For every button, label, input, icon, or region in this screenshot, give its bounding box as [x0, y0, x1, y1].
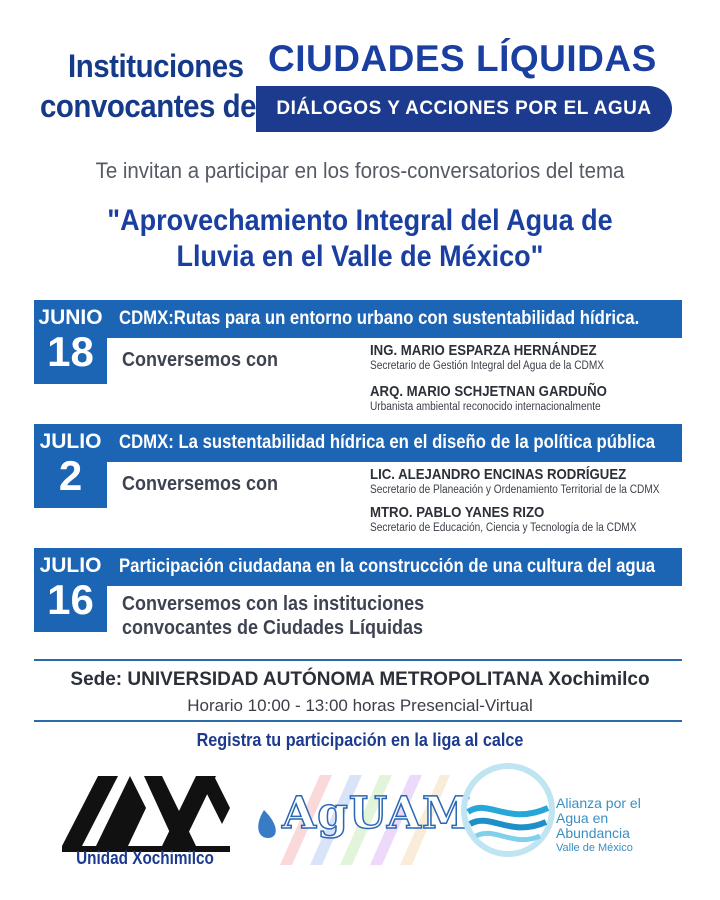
- event-july-2: [34, 424, 682, 536]
- venue-name: UNIVERSIDAD AUTÓNOMA METROPOLITANA Xochimilco: [127, 669, 650, 690]
- venue-hours: Horario 10:00 - 13:00 horas Presencial-Virtual: [187, 696, 533, 715]
- speaker-2: [370, 504, 690, 534]
- event-day: 2: [58, 452, 83, 499]
- event-title-bar: [107, 548, 682, 586]
- event-day: 18: [47, 328, 94, 375]
- event-title: CDMX:Rutas para un entorno urbano con sustentabilidad hídrica.: [119, 308, 640, 329]
- event-month: JUNIO: [38, 306, 103, 329]
- convo-line2: convocantes de Ciudades Líquidas: [122, 617, 424, 639]
- speaker-role: Secretario de Gestión Integral del Agua de la CDMX: [370, 360, 605, 372]
- topic-line1: "Aprovechamiento Integral del Agua de: [107, 204, 613, 237]
- alianza-line3: Abundancia: [556, 825, 630, 841]
- topic-title: [36, 203, 684, 275]
- alianza-line2: Agua en: [556, 810, 609, 826]
- speaker-1: [370, 466, 690, 496]
- speaker-name: ING. MARIO ESPARZA HERNÁNDEZ: [370, 342, 597, 359]
- conversemos-label: Conversemos con: [122, 473, 279, 495]
- conversemos-label: Conversemos con: [122, 349, 279, 371]
- speaker-name: ARQ. MARIO SCHJETNAN GARDUÑO: [370, 383, 607, 400]
- register-text: Registra tu participación en la liga al calce: [196, 730, 524, 750]
- event-day: 16: [47, 576, 94, 623]
- aguam-logo-text: AgUAM: [282, 788, 472, 839]
- event-title-bar: [107, 424, 682, 462]
- convo-line1: Conversemos con las instituciones: [122, 593, 425, 615]
- alianza-line4: Valle de México: [556, 842, 633, 854]
- alianza-line1: Alianza por el: [556, 795, 641, 811]
- invitation-text: Te invitan a participar en los foros-conversatorios del tema: [95, 158, 625, 183]
- speaker-2: [370, 383, 690, 413]
- speaker-name: MTRO. PABLO YANES RIZO: [370, 504, 545, 521]
- event-month: JULIO: [39, 554, 102, 577]
- speaker-role: Secretario de Planeación y Ordenamiento Territorial de la CDMX: [370, 484, 660, 496]
- uam-caption: Unidad Xochimilco: [76, 848, 214, 868]
- event-june-18: [34, 300, 682, 412]
- date-box: [34, 300, 107, 384]
- header: [0, 0, 720, 140]
- event-month: JULIO: [39, 430, 102, 453]
- alianza-text: [556, 796, 641, 856]
- date-box: [34, 424, 107, 508]
- brand-title: CIUDADES LÍQUIDAS: [268, 38, 657, 79]
- alianza-wave-icon: [458, 760, 558, 860]
- divider-bottom: [34, 720, 682, 722]
- event-title-bar: [107, 300, 682, 338]
- speaker-role: Secretario de Educación, Ciencia y Tecnología de la CDMX: [370, 522, 637, 534]
- event-july-16: [34, 548, 682, 639]
- date-box: [34, 548, 107, 632]
- speaker-role: Urbanista ambiental reconocido internacionalmente: [370, 401, 601, 413]
- event-title: CDMX: La sustentabilidad hídrica en el diseño de la política pública: [119, 432, 656, 453]
- topic-line2: Lluvia en el Valle de México": [176, 240, 544, 273]
- institutions-line2: convocantes de: [40, 88, 257, 124]
- brand-subtitle: DIÁLOGOS Y ACCIONES POR EL AGUA: [276, 98, 652, 119]
- brand-subtitle-pill: [256, 86, 672, 132]
- venue: [0, 669, 720, 691]
- institutions-line1: Instituciones: [68, 48, 244, 84]
- venue-label: Sede:: [70, 669, 123, 690]
- conversemos-label: [122, 592, 424, 640]
- speaker-1: [370, 342, 690, 372]
- divider-top: [34, 659, 682, 661]
- event-title: Participación ciudadana en la construcción de una cultura del agua: [119, 556, 656, 577]
- speaker-name: LIC. ALEJANDRO ENCINAS RODRÍGUEZ: [370, 466, 627, 483]
